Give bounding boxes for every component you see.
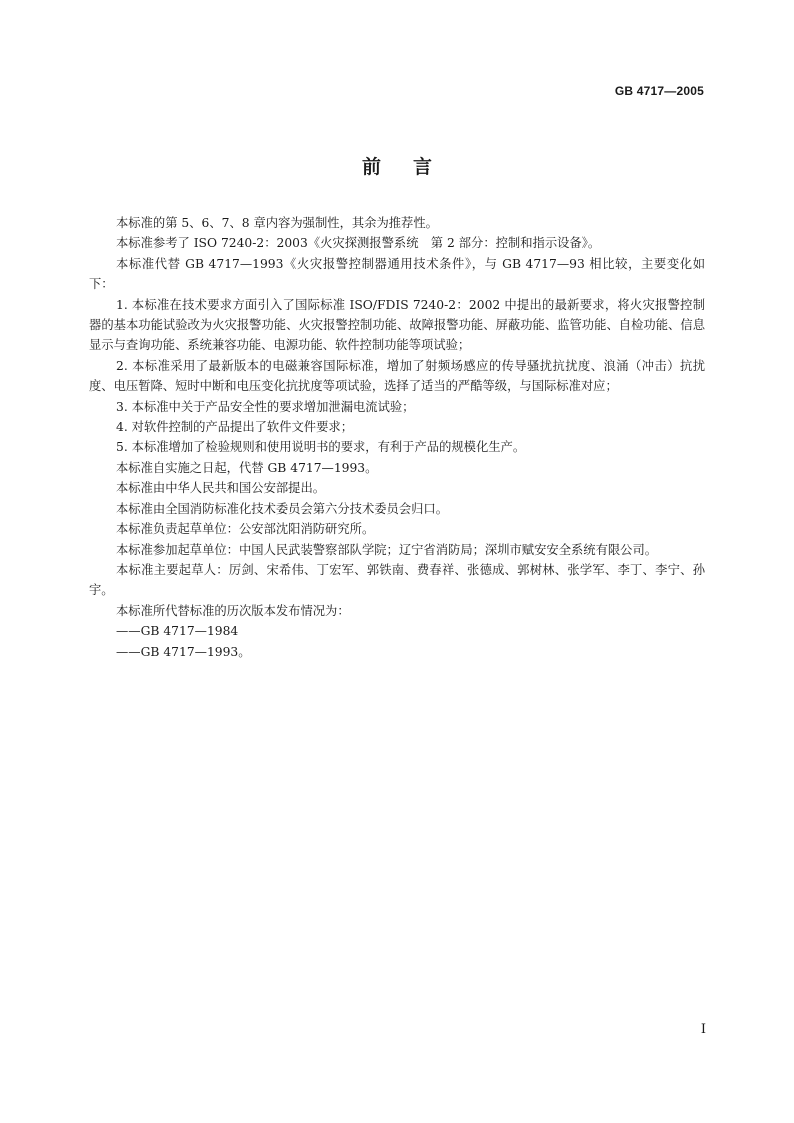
version-history-item: ——GB 4717—1993。 [116,644,251,659]
version-history-item: ——GB 4717—1984 [116,624,239,639]
paragraph: 本标准由中华人民共和国公安部提出。 [116,481,326,496]
paragraph: 本标准主要起草人：厉剑、宋希伟、丁宏军、郭铁南、费春祥、张德成、郭树林、张学军、李丁、李宁、孙宇。 [89,562,705,598]
paragraph: 本标准由全国消防标准化技术委员会第六分技术委员会归口。 [116,501,449,516]
foreword-body [89,213,705,662]
paragraph: 2. 本标准采用了最新版本的电磁兼容国际标准，增加了射频场感应的传导骚扰抗扰度、浪涌（冲击）抗扰度、电压暂降、短时中断和电压变化抗扰度等项试验，选择了适当的严酷等级，与国际标准对应； [89,358,705,394]
paragraph: 本标准参考了 ISO 7240-2：2003《火灾探测报警系统 第 2 部分：控制和指示设备》。 [116,236,601,251]
paragraph: 5. 本标准增加了检验规则和使用说明书的要求，有利于产品的规模化生产。 [116,440,526,455]
page-number: I [700,1022,706,1037]
paragraph: 本标准代替 GB 4717—1993《火灾报警控制器通用技术条件》，与 GB 4717—93 相比较，主要变化如下： [89,256,705,292]
paragraph: 4. 对软件控制的产品提出了软件文件要求； [116,420,353,435]
paragraph: 本标准自实施之日起，代替 GB 4717—1993。 [116,460,378,475]
paragraph: 本标准负责起草单位：公安部沈阳消防研究所。 [116,522,375,537]
paragraph: 本标准参加起草单位：中国人民武装警察部队学院；辽宁省消防局；深圳市赋安安全系统有限公司。 [116,542,658,557]
paragraph: 1. 本标准在技术要求方面引入了国际标准 ISO/FDIS 7240-2：2002 中提出的最新要求，将火灾报警控制器的基本功能试验改为火灾报警功能、火灾报警控制功能、故障报警功能、屏蔽功能、监管功能、自检功能、信息显示与查询功能、系统兼容功能、电源功能、软件控制功能等项试验； [89,297,705,353]
paragraph: 本标准所代替标准的历次版本发布情况为： [116,603,350,618]
paragraph: 3. 本标准中关于产品安全性的要求增加泄漏电流试验； [116,399,415,414]
paragraph: 本标准的第 5、6、7、8 章内容为强制性，其余为推荐性。 [116,216,438,230]
page-title: 前言 [361,156,464,178]
standard-number: GB 4717—2005 [614,84,704,98]
